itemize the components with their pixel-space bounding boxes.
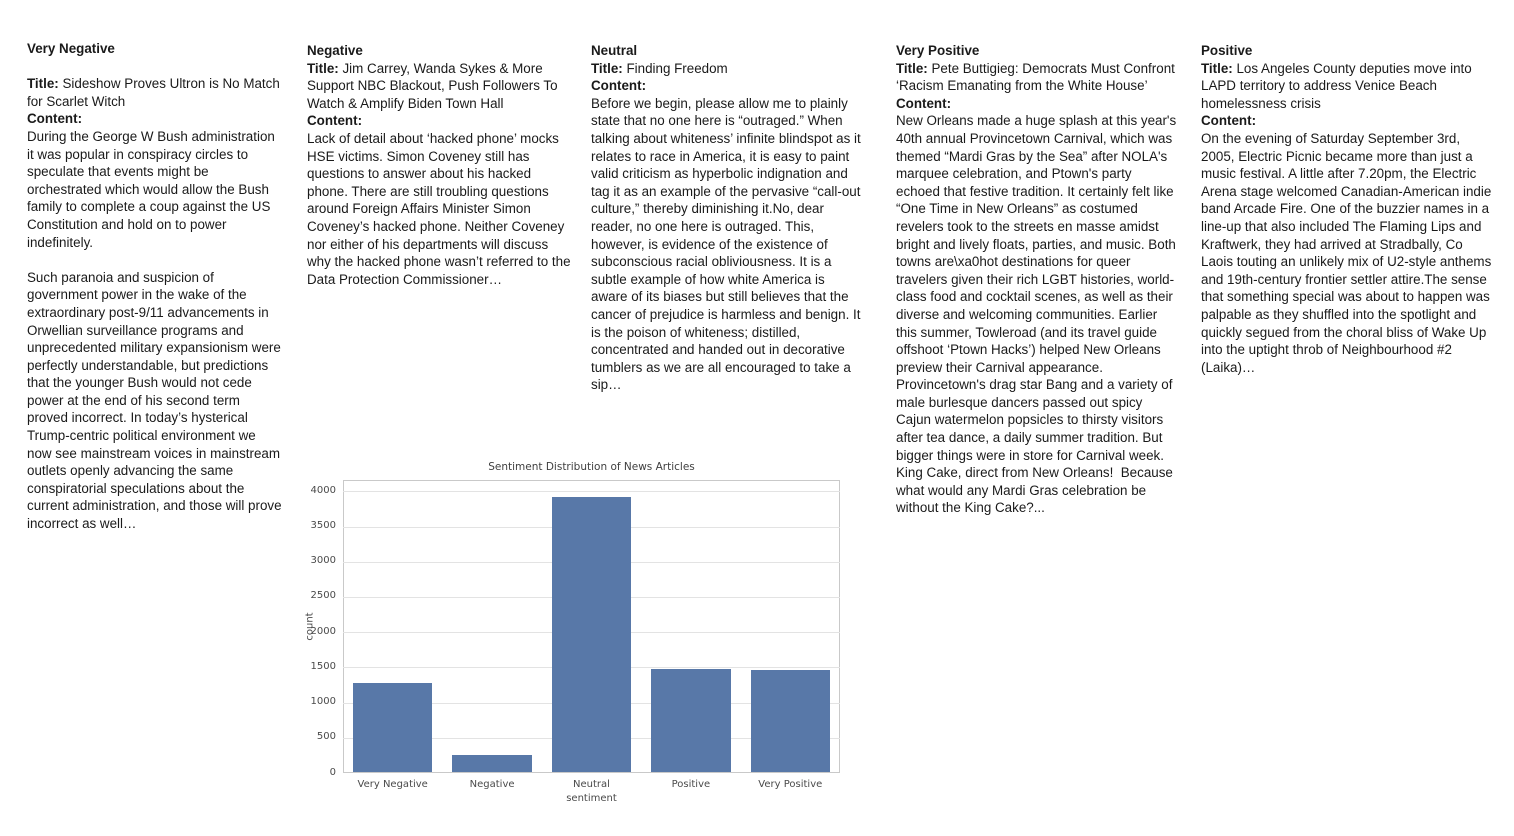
article-content: On the evening of Saturday September 3rd, 2005, Electric Picnic became more than just a music festival. A little after 7.20pm, the Electric Arena stage welcomed Canadian-American indie band Arcade Fire. One of the buzzier names in a line-up that also included The Flaming Lips and Kraftwerk, they had arrived at Stradbally, Co Laois touting an unlikely mix of U2-style anthems and 19th-century frontier settler attire.The sense that something special was about to happen was palpable as they shuffled into the spotlight and quickly segued from the choral bliss of Wake Up into the uptight throb of Neighbourhood #2 (Laika)… — [1201, 130, 1496, 375]
chart-y-tick-label: 0 — [329, 766, 336, 778]
chart-y-tick-label: 1500 — [310, 660, 336, 672]
chart-y-tick-label: 4000 — [310, 484, 336, 496]
column-heading: Very Negative — [27, 41, 115, 56]
chart-bar-positive — [651, 669, 731, 772]
chart-y-tick-label: 1000 — [310, 696, 336, 708]
article-title: Finding Freedom — [626, 60, 728, 76]
chart-y-tick-label: 2500 — [310, 590, 336, 602]
chart-bar-neutral — [552, 497, 632, 772]
article-title: Jim Carrey, Wanda Sykes & More Support NBC Blackout, Push Followers To Watch & Amplify Biden Town Hall — [307, 60, 562, 111]
chart-y-tick-label: 2000 — [310, 625, 336, 637]
chart-bar-very-negative — [353, 683, 433, 772]
article-title: Sideshow Proves Ultron is No Match for Scarlet Witch — [27, 76, 284, 109]
content-label: Content: — [896, 95, 952, 111]
column-neutral — [591, 42, 863, 394]
article-title-line — [1201, 60, 1493, 113]
column-negative — [307, 42, 575, 288]
article-title-line — [896, 60, 1178, 95]
chart-x-axis-label: sentiment — [566, 793, 617, 804]
chart-x-tick-label: Negative — [469, 779, 515, 790]
article-content: Before we begin, please allow me to plainly state that no one here is “outraged.” When talking about whiteness’ infinite blindspot as it relates to race in America, it is easy to paint valid criticism as hyperbolic indignation and tag it as an example of the pervasive “call-out culture,” thereby diminishing it.No, dear reader, no one here is outraged. This, however, is evidence of the existence of subconscious racial obliviousness. It is a subtle example of how white America is aware of its biases but still believes that the cancer of prejudice is harmless and benign. It is the poison of whiteness; distilled, concentrated and handed out in decorative tumblers as we are all encouraged to take a sip… — [591, 95, 865, 393]
chart-title: Sentiment Distribution of News Articles — [488, 461, 695, 473]
content-label: Content: — [591, 78, 647, 94]
article-content: Such paranoia and suspicion of government power in the wake of the extraordinary post-9/11 advancements in Orwellian surveillance programs and unprecedented military expansionism were perfectly understandable, but predictions that the younger Bush would not cede power at the end of his second term proved incorrect. In today’s hysterical Trump-centric political environment we now see mainstream voices in mainstream outlets openly advancing the same conspiratorial speculations about the current administration, and those will prove incorrect as well… — [27, 269, 286, 532]
title-label: Title: — [591, 60, 623, 76]
article-content: Lack of detail about ‘hacked phone’ mocks HSE victims. Simon Coveney still has questions to answer about his hacked phone. There are still troubling questions around Foreign Affairs Minister Simon Coveney’s hacked phone. Neither Coveney nor either of his departments will discuss why the hacked phone wasn’t referred to the Data Protection Commissioner… — [307, 130, 575, 287]
article-title: Pete Buttigieg: Democrats Must Confront ‘Racism Emanating from the White House’ — [896, 60, 1179, 94]
column-heading: Very Positive — [896, 43, 980, 58]
article-content: New Orleans made a huge splash at this year's 40th annual Provincetown Carnival, which was themed “Mardi Gras by the Sea” after NOLA's marquee celebration, and Ptown's party echoed that festive tradition. It certainly felt like “One Time in New Orleans” as costumed revelers took to the streets en masse amidst bright and lively floats, parties, and music. Both towns are\xa0hot destinations for queer travelers given their rich LGBT histories, world-class food and cocktail scenes, as well as their diverse and welcoming communities. Earlier this summer, Towleroad (and its travel guide offshoot ‘Ptown Hacks’) helped New Orleans preview their Carnival appearance. Provincetown's drag star Bang and a variety of male burlesque dancers passed out spicy Cajun watermelon popsicles to thirsty visitors after tea dance, a daily summer tradition. But bigger things were in store for Carnival week. King Cake, direct from New Orleans! Because what would any Mardi Gras celebration be without the King Cake?... — [896, 113, 1180, 516]
column-heading: Negative — [307, 43, 363, 58]
title-label: Title: — [1201, 60, 1233, 76]
column-heading: Neutral — [591, 43, 638, 58]
chart-x-tick-label: Very Negative — [357, 779, 428, 790]
sentiment-distribution-chart — [300, 458, 875, 828]
chart-y-tick-label: 500 — [316, 731, 336, 743]
chart-bar-negative — [452, 755, 532, 772]
title-label: Title: — [27, 76, 59, 92]
chart-y-tick-label: 3500 — [310, 520, 336, 531]
column-positive — [1201, 42, 1496, 376]
article-title-line — [591, 60, 863, 78]
chart-bar-very-positive — [751, 670, 831, 772]
title-label: Title: — [896, 60, 928, 76]
title-label: Title: — [307, 60, 339, 76]
column-heading: Positive — [1201, 43, 1253, 58]
article-title-line — [27, 75, 283, 110]
article-content: During the George W Bush administration it was popular in conspiracy circles to speculate that events might be orchestrated which would allow the Bush family to complete a coup against the US Constitution and hold on to power indefinitely. — [27, 128, 279, 250]
chart-x-tick-label: Positive — [671, 779, 711, 790]
chart-x-tick-label: Neutral — [573, 779, 610, 790]
content-label: Content: — [27, 111, 83, 127]
content-label: Content: — [307, 113, 363, 129]
column-very-positive — [896, 42, 1178, 517]
article-title: Los Angeles County deputies move into LAPD territory to address Venice Beach homelessness crisis — [1201, 60, 1476, 111]
chart-x-tick-label: Very Positive — [758, 779, 823, 790]
content-label: Content: — [1201, 113, 1257, 129]
chart-y-axis-label: count — [304, 612, 316, 641]
chart-gridline — [343, 491, 840, 492]
column-very-negative — [27, 40, 286, 533]
article-title-line — [307, 60, 571, 113]
chart-y-tick-label: 3000 — [310, 555, 336, 567]
